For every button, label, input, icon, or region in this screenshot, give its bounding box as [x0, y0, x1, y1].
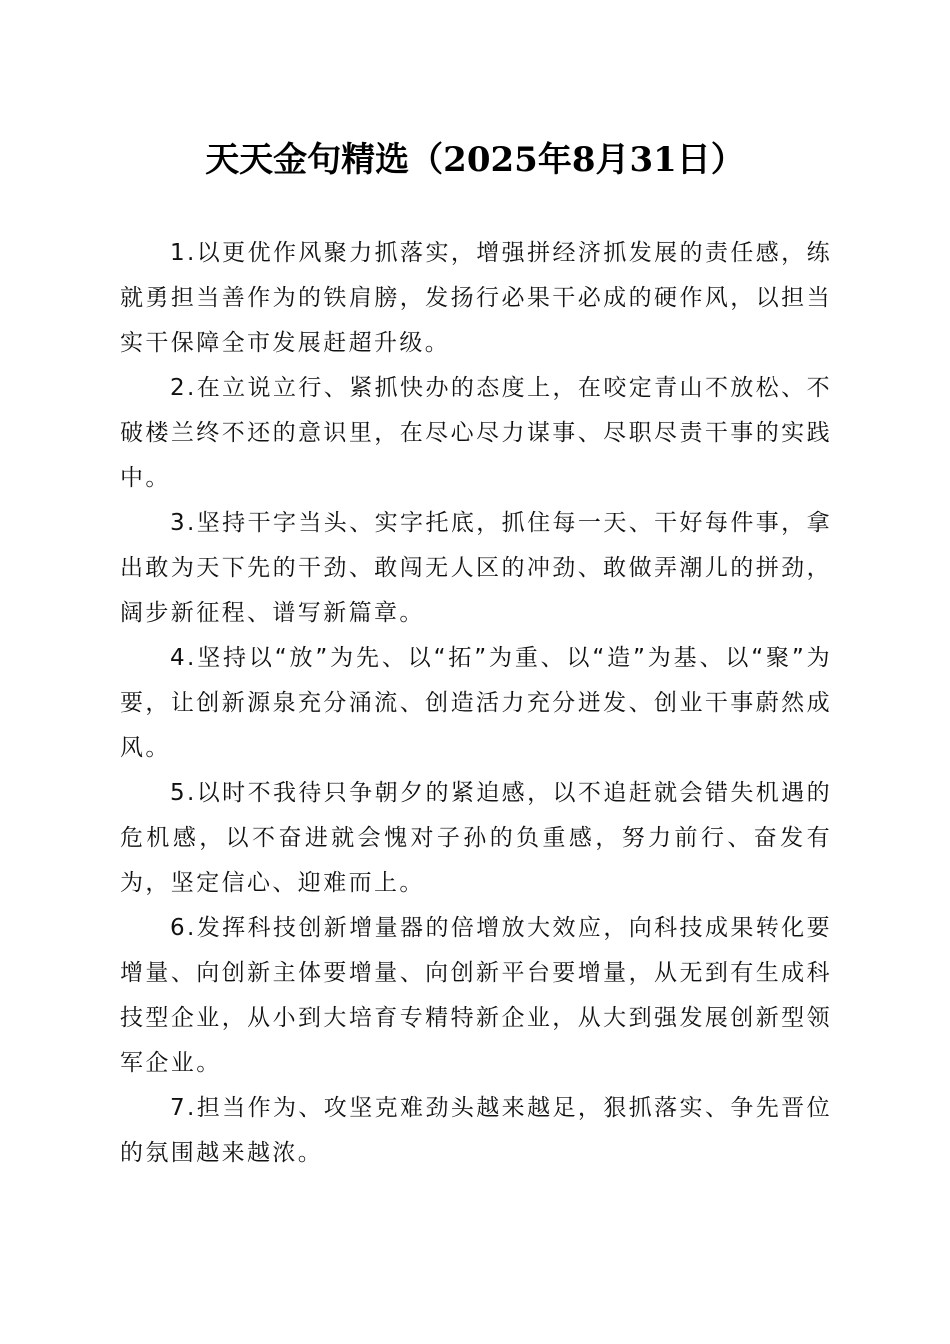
- paragraph-6: 6.发挥科技创新增量器的倍增放大效应，向科技成果转化要增量、向创新主体要增量、向创新平台要增量，从无到有生成科技型企业，从小到大培育专精特新企业，从大到强发展创新型领军企业。: [120, 915, 832, 1076]
- paragraph-2: 2.在立说立行、紧抓快办的态度上，在咬定青山不放松、不破楼兰终不还的意识里，在尽心尽力谋事、尽职尽责干事的实践中。: [120, 375, 832, 491]
- paragraph-3: 3.坚持干字当头、实字托底，抓住每一天、干好每件事，拿出敢为天下先的干劲、敢闯无人区的冲劲、敢做弄潮儿的拼劲，阔步新征程、谱写新篇章。: [120, 510, 832, 626]
- paragraph-1: 1.以更优作风聚力抓落实，增强拼经济抓发展的责任感，练就勇担当善作为的铁肩膀，发扬行必果干必成的硬作风，以担当实干保障全市发展赶超升级。: [120, 240, 832, 356]
- paragraph-5: 5.以时不我待只争朝夕的紧迫感，以不追赶就会错失机遇的危机感，以不奋进就会愧对子孙的负重感，努力前行、奋发有为，坚定信心、迎难而上。: [120, 780, 832, 896]
- paragraph-7: 7.担当作为、攻坚克难劲头越来越足，狠抓落实、争先晋位的氛围越来越浓。: [120, 1095, 832, 1166]
- paragraph-4: 4.坚持以“放”为先、以“拓”为重、以“造”为基、以“聚”为要，让创新源泉充分涌流、创造活力充分迸发、创业干事蔚然成风。: [120, 645, 832, 761]
- page-title: 天天金句精选（2025年8月31日）: [205, 140, 745, 180]
- document-body: [120, 231, 832, 1176]
